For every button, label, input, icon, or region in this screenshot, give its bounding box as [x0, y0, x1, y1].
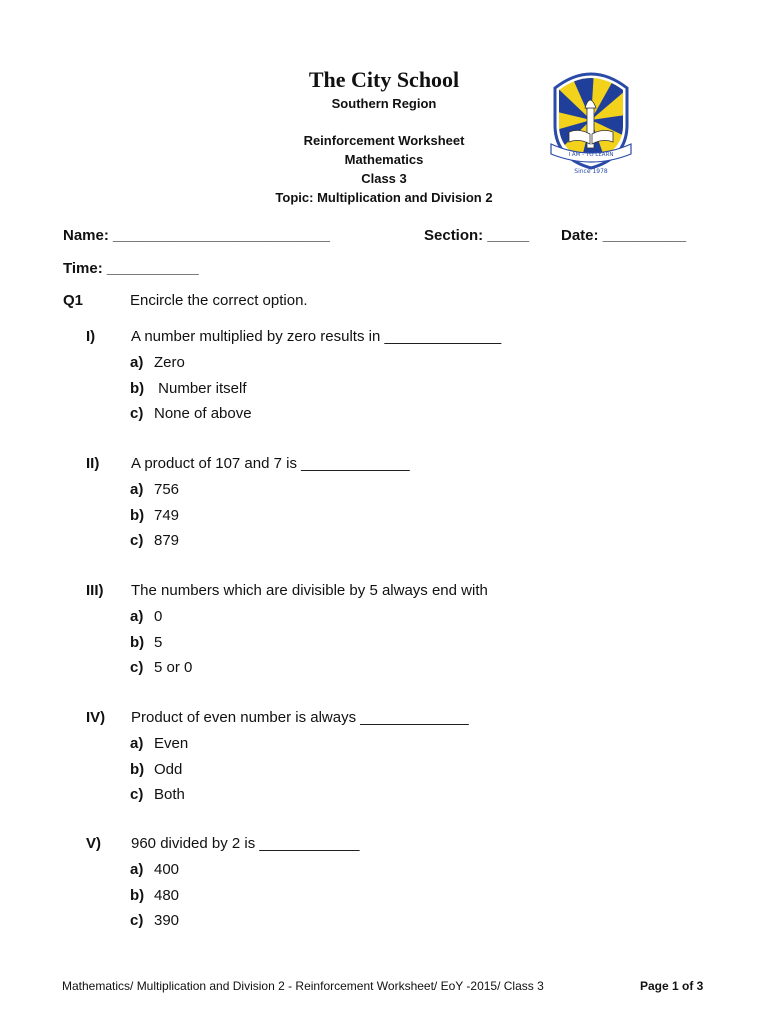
subject-label: Mathematics: [344, 152, 424, 167]
question-numeral: II): [86, 455, 100, 472]
option-list: [130, 480, 179, 557]
option-c[interactable]: [130, 531, 179, 557]
name-label: Name:: [63, 227, 109, 244]
section-label: Section:: [424, 227, 484, 244]
question-text: A product of 107 and 7 is _____________: [131, 455, 410, 472]
page-number: Page 1 of 3: [640, 979, 704, 993]
class-label: Class 3: [361, 171, 407, 186]
section-field: [424, 226, 529, 246]
option-list: [130, 860, 179, 937]
option-b[interactable]: [130, 506, 179, 532]
footer-description: Mathematics/ Multiplication and Division 2 - Reinforcement Worksheet/ EoY -2015/ Class 3: [62, 979, 544, 993]
question-text: A number multiplied by zero results in ______________: [131, 328, 502, 345]
logo-since: Since 1978: [574, 168, 608, 175]
worksheet-type: Reinforcement Worksheet: [303, 133, 465, 148]
option-b[interactable]: [130, 886, 179, 912]
name-field: [63, 226, 330, 246]
question-text: 960 divided by 2 is ____________: [131, 835, 360, 852]
name-blank[interactable]: __________________________: [113, 227, 330, 244]
option-text: 879: [154, 532, 180, 549]
option-letter: c): [130, 532, 144, 549]
option-b[interactable]: [130, 760, 188, 786]
option-a[interactable]: [130, 353, 252, 379]
option-a[interactable]: [130, 860, 179, 886]
region-label: Southern Region: [331, 96, 437, 111]
option-letter: c): [130, 405, 144, 422]
option-text: Both: [154, 786, 185, 803]
option-text: 390: [154, 912, 180, 929]
option-list: [130, 607, 192, 684]
option-letter: a): [130, 354, 144, 371]
question-text: The numbers which are divisible by 5 always end with: [131, 582, 488, 599]
question-numeral: V): [86, 835, 101, 852]
question-text: Product of even number is always _____________: [131, 709, 469, 726]
section-blank[interactable]: _____: [487, 227, 530, 244]
q1-number: Q1: [63, 292, 84, 309]
option-letter: a): [130, 608, 144, 625]
q1-instruction: Encircle the correct option.: [130, 292, 308, 309]
option-text: Zero: [154, 354, 185, 371]
option-text: 5: [154, 633, 163, 651]
option-letter: b): [130, 760, 145, 778]
date-blank[interactable]: __________: [602, 227, 687, 244]
date-label: Date:: [561, 227, 599, 244]
option-a[interactable]: [130, 607, 192, 633]
option-letter: a): [130, 481, 144, 498]
time-blank[interactable]: ___________: [106, 260, 199, 277]
option-letter: b): [130, 379, 145, 397]
option-text: Odd: [154, 760, 183, 778]
logo-motto: I AM - TO LEARN: [568, 152, 614, 158]
option-letter: b): [130, 506, 145, 524]
option-text: 5 or 0: [154, 659, 193, 676]
option-c[interactable]: [130, 658, 192, 684]
option-letter: b): [130, 886, 145, 904]
school-logo: [549, 70, 633, 178]
option-b[interactable]: [130, 633, 192, 659]
option-c[interactable]: [130, 785, 188, 811]
option-a[interactable]: [130, 734, 188, 760]
option-list: [130, 734, 188, 811]
option-b[interactable]: [130, 379, 252, 405]
option-letter: a): [130, 861, 144, 878]
time-label: Time:: [63, 260, 103, 277]
option-letter: c): [130, 912, 144, 929]
time-field: [63, 259, 199, 279]
option-a[interactable]: [130, 480, 179, 506]
topic-label: Topic: Multiplication and Division 2: [275, 190, 493, 205]
option-text: Even: [154, 735, 189, 752]
option-c[interactable]: [130, 911, 179, 937]
option-text: 756: [154, 481, 180, 498]
school-name: The City School: [308, 67, 460, 92]
option-text: Number itself: [154, 379, 247, 397]
option-text: 480: [154, 886, 180, 904]
question-numeral: I): [86, 328, 96, 345]
option-text: None of above: [154, 405, 252, 422]
option-c[interactable]: [130, 404, 252, 430]
option-letter: b): [130, 633, 145, 651]
question-numeral: IV): [86, 709, 106, 726]
option-text: 0: [154, 608, 163, 625]
option-letter: c): [130, 659, 144, 676]
question-numeral: III): [86, 582, 104, 599]
option-letter: a): [130, 735, 144, 752]
date-field: [561, 226, 686, 246]
q1-instruction-row: [63, 291, 308, 311]
option-letter: c): [130, 786, 144, 803]
option-list: [130, 353, 252, 430]
option-text: 749: [154, 506, 180, 524]
option-text: 400: [154, 861, 180, 878]
worksheet-header: [0, 66, 768, 207]
